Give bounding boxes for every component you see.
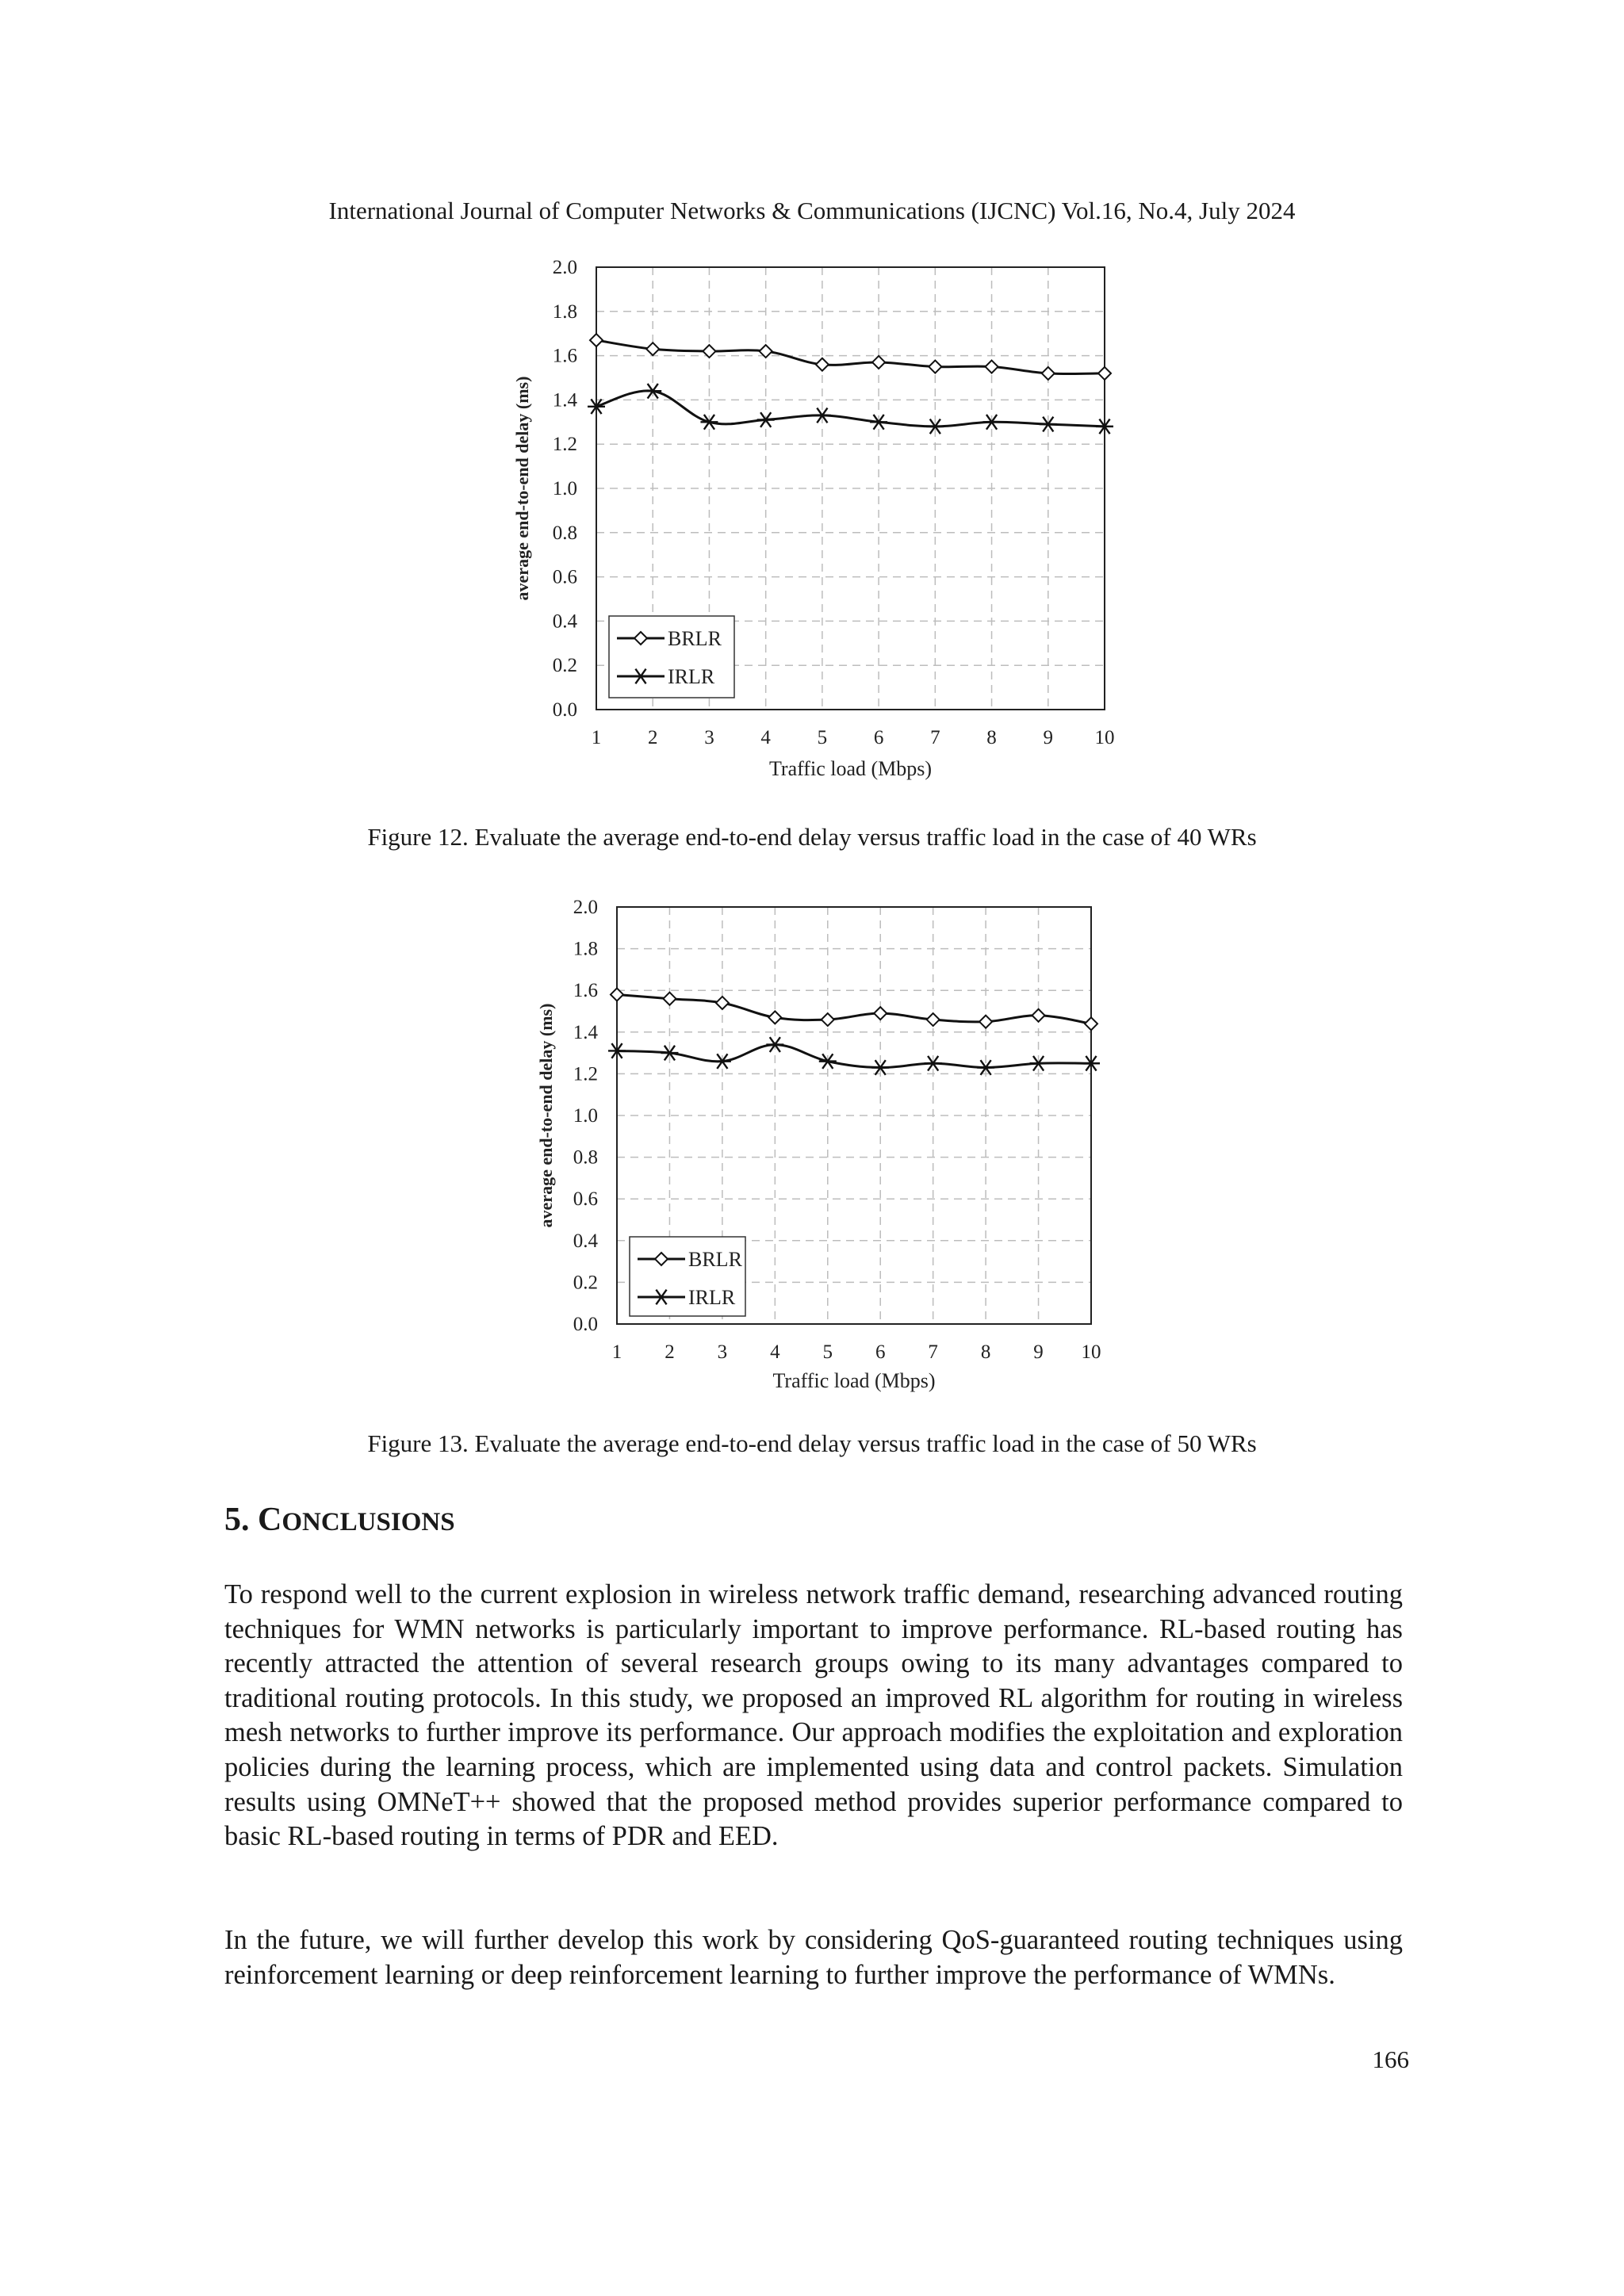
y-axis-label: average end-to-end delay (ms): [512, 376, 532, 601]
data-point-brlr: [816, 358, 829, 371]
y-tick-label: 1.2: [552, 434, 577, 456]
data-point-brlr: [1042, 367, 1055, 380]
conclusion-paragraph-2: In the future, we will further develop this work by considering QoS-guaranteed routing techniques using reinforcement learning or deep reinforcement learning to further improve the performance of WMNs.: [224, 1925, 1403, 1990]
page-number: 166: [1372, 2045, 1409, 2073]
section-number: 5. C: [224, 1502, 282, 1538]
x-tick-label: 6: [875, 1341, 886, 1363]
y-tick-label: 2.0: [573, 897, 598, 918]
x-tick-label: 4: [770, 1341, 780, 1363]
x-tick-label: 5: [822, 1341, 833, 1363]
y-tick-label: 0.2: [573, 1272, 598, 1294]
series-line-brlr: [596, 340, 1105, 374]
x-axis-label: Traffic load (Mbps): [772, 1369, 936, 1392]
y-tick-label: 1.0: [573, 1105, 598, 1127]
x-tick-label: 9: [1043, 727, 1054, 748]
data-point-brlr: [986, 361, 998, 373]
legend-label-irlr: IRLR: [668, 665, 715, 688]
x-tick-label: 2: [647, 727, 658, 748]
y-tick-label: 0.8: [573, 1146, 598, 1169]
data-point-brlr: [590, 334, 603, 346]
figure-12-plot: [0, 238, 1624, 809]
x-tick-label: 7: [930, 727, 940, 748]
y-tick-label: 1.2: [573, 1063, 598, 1085]
x-axis-label: Traffic load (Mbps): [768, 757, 933, 780]
data-point-brlr: [1085, 1017, 1097, 1030]
legend-label-brlr: BRLR: [668, 627, 722, 650]
y-tick-label: 1.4: [573, 1021, 598, 1043]
y-tick-label: 0.6: [573, 1188, 598, 1211]
legend: [609, 616, 734, 698]
y-tick-label: 1.6: [573, 980, 598, 1002]
y-tick-label: 1.4: [552, 389, 577, 411]
series-line-irlr: [596, 391, 1105, 427]
y-tick-label: 1.6: [552, 345, 577, 367]
data-point-brlr: [1098, 367, 1111, 380]
x-tick-label: 10: [1094, 727, 1115, 748]
x-tick-label: 4: [760, 727, 771, 748]
data-point-brlr: [663, 993, 676, 1005]
legend-label-irlr: IRLR: [688, 1286, 736, 1309]
data-point-brlr: [979, 1016, 992, 1028]
x-tick-label: 10: [1081, 1341, 1101, 1363]
y-tick-label: 0.2: [552, 655, 577, 677]
data-point-brlr: [872, 356, 885, 369]
y-tick-label: 0.8: [552, 522, 577, 544]
x-tick-label: 3: [704, 727, 714, 748]
x-tick-label: 8: [986, 727, 997, 748]
figure-13-plot: [0, 880, 1624, 1419]
figure-12-caption: Figure 12. Evaluate the average end-to-end delay versus traffic load in the case of 40 WRs: [367, 823, 1257, 851]
data-point-brlr: [822, 1013, 834, 1026]
x-tick-label: 1: [611, 1341, 622, 1363]
data-point-brlr: [716, 997, 729, 1009]
x-tick-label: 2: [665, 1341, 675, 1363]
x-tick-label: 5: [817, 727, 828, 748]
x-tick-label: 7: [928, 1341, 938, 1363]
y-tick-label: 1.0: [552, 478, 577, 499]
y-tick-label: 0.4: [573, 1230, 598, 1252]
legend: [630, 1237, 745, 1316]
y-tick-label: 2.0: [552, 257, 577, 278]
conclusion-paragraph-1: To respond well to the current explosion in wireless network traffic demand, researching advanced routing techniques for WMN networks is particularly important to improve performance. RL-based routing has recently attracted the attention of several research groups owing to its many advantages compared to traditional routing protocols. In this study, we proposed an improved RL algorithm for routing in wireless mesh networks to further improve its performance. Our approach modifies the exploitation and exploration policies during the learning process, which are implemented using data and control packets. Simulation results using OMNeT++ showed that the proposed method provides superior performance compared to basic RL-based routing in terms of PDR and EED.: [224, 1579, 1403, 1852]
legend-label-brlr: BRLR: [688, 1248, 742, 1271]
figure-12-chart: [0, 238, 1624, 809]
y-tick-label: 0.0: [552, 699, 577, 721]
series-line-brlr: [617, 994, 1091, 1024]
data-point-brlr: [927, 1013, 940, 1026]
x-tick-label: 6: [873, 727, 884, 748]
y-tick-label: 1.8: [552, 300, 577, 323]
y-tick-label: 1.8: [573, 938, 598, 960]
figure-13-caption: Figure 13. Evaluate the average end-to-end delay versus traffic load in the case of 50 WRs: [367, 1429, 1257, 1457]
data-point-brlr: [646, 342, 659, 355]
series-line-irlr: [617, 1045, 1091, 1068]
x-tick-label: 8: [980, 1341, 991, 1363]
y-tick-label: 0.6: [552, 566, 577, 588]
figure-13-chart: [0, 880, 1624, 1419]
data-point-brlr: [1032, 1009, 1045, 1022]
y-tick-label: 0.4: [552, 610, 577, 633]
data-point-irlr: [766, 1037, 783, 1052]
section-title: ONCLUSIONS: [282, 1508, 455, 1536]
x-tick-label: 1: [591, 727, 602, 748]
y-tick-label: 0.0: [573, 1314, 598, 1335]
y-axis-label: average end-to-end delay (ms): [536, 1003, 556, 1228]
x-tick-label: 3: [717, 1341, 728, 1363]
running-header: International Journal of Computer Networks & Communications (IJCNC) Vol.16, No.4, July 2024: [328, 197, 1296, 224]
data-point-brlr: [929, 361, 941, 373]
data-point-irlr: [757, 412, 775, 427]
x-tick-label: 9: [1033, 1341, 1044, 1363]
section-heading: [224, 1500, 455, 1542]
data-point-brlr: [768, 1011, 781, 1024]
data-point-brlr: [874, 1007, 887, 1020]
